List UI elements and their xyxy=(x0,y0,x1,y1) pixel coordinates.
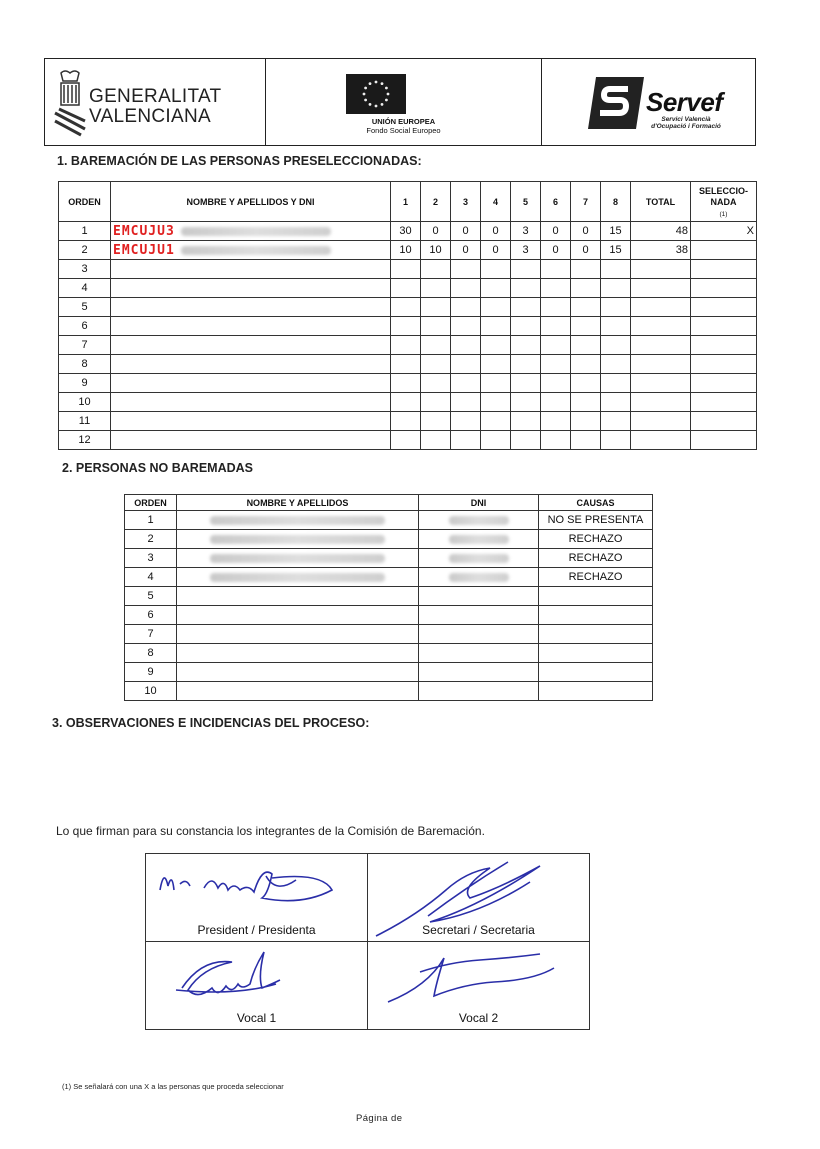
row-score-4 xyxy=(481,355,511,374)
redacted-name-label: EMCUJU3 xyxy=(113,223,175,239)
row-name xyxy=(177,625,419,644)
row-name xyxy=(177,530,419,549)
row-score-5 xyxy=(511,393,541,412)
row-score-5 xyxy=(511,260,541,279)
row-score-2 xyxy=(421,317,451,336)
servef-subtitle: Servici Valencià d'Ocupació i Formació xyxy=(651,116,721,130)
table-row xyxy=(125,663,653,682)
row-seleccionada xyxy=(691,279,757,298)
row-orden: 7 xyxy=(59,336,111,355)
row-score-2 xyxy=(421,412,451,431)
row-score-8 xyxy=(601,374,631,393)
col-7: 7 xyxy=(571,182,601,222)
row-total xyxy=(631,298,691,317)
row-seleccionada xyxy=(691,355,757,374)
col-1: 1 xyxy=(391,182,421,222)
table-row xyxy=(125,530,653,549)
row-score-6 xyxy=(541,431,571,450)
gva-logo-block xyxy=(45,59,265,145)
row-seleccionada xyxy=(691,317,757,336)
redacted-name-label: EMCUJU1 xyxy=(113,242,175,258)
col-orden: ORDEN xyxy=(125,495,177,511)
row-score-4 xyxy=(481,374,511,393)
row-score-8 xyxy=(601,279,631,298)
row-seleccionada xyxy=(691,260,757,279)
row-name xyxy=(111,431,391,450)
row-score-2 xyxy=(421,431,451,450)
row-name xyxy=(111,374,391,393)
row-causa xyxy=(539,663,653,682)
row-name xyxy=(177,606,419,625)
row-score-1 xyxy=(391,412,421,431)
signatures-table xyxy=(145,853,590,1030)
row-score-4 xyxy=(481,431,511,450)
signatures-intro: Lo que firman para su constancia los integrantes de la Comisión de Baremación. xyxy=(56,824,485,838)
table-row xyxy=(125,511,653,530)
table-row xyxy=(125,568,653,587)
row-dni xyxy=(419,644,539,663)
row-causa xyxy=(539,606,653,625)
row-score-2 xyxy=(421,355,451,374)
eu-flag-icon xyxy=(346,74,406,114)
row-score-8 xyxy=(601,431,631,450)
row-name xyxy=(111,336,391,355)
gva-logo-text: GENERALITAT VALENCIANA xyxy=(89,86,222,127)
row-score-8: 15 xyxy=(601,222,631,241)
row-score-7 xyxy=(571,298,601,317)
row-score-1: 30 xyxy=(391,222,421,241)
row-name xyxy=(177,549,419,568)
row-score-5 xyxy=(511,412,541,431)
row-orden: 6 xyxy=(125,606,177,625)
table-row xyxy=(125,549,653,568)
row-total xyxy=(631,431,691,450)
row-score-4 xyxy=(481,298,511,317)
row-name xyxy=(111,260,391,279)
row-name xyxy=(111,298,391,317)
table-row xyxy=(59,222,757,241)
row-total xyxy=(631,279,691,298)
col-6: 6 xyxy=(541,182,571,222)
row-name xyxy=(177,587,419,606)
row-score-4 xyxy=(481,279,511,298)
row-score-7 xyxy=(571,393,601,412)
row-score-3 xyxy=(451,336,481,355)
servef-brand-name: Servef xyxy=(646,87,723,117)
col-total: TOTAL xyxy=(631,182,691,222)
row-score-1 xyxy=(391,393,421,412)
col-nombre: NOMBRE Y APELLIDOS xyxy=(177,495,419,511)
row-causa xyxy=(539,644,653,663)
row-score-3: 0 xyxy=(451,222,481,241)
row-score-2 xyxy=(421,336,451,355)
row-causa: RECHAZO xyxy=(539,568,653,587)
row-score-6 xyxy=(541,374,571,393)
row-seleccionada xyxy=(691,412,757,431)
row-name xyxy=(111,393,391,412)
row-score-7 xyxy=(571,317,601,336)
row-score-2 xyxy=(421,279,451,298)
row-total xyxy=(631,374,691,393)
row-orden: 3 xyxy=(125,549,177,568)
row-score-5 xyxy=(511,431,541,450)
table-row xyxy=(59,260,757,279)
signature-vocal1: Vocal 1 xyxy=(146,942,368,1030)
row-score-8 xyxy=(601,298,631,317)
row-name xyxy=(111,222,391,241)
no-baremadas-table xyxy=(124,494,653,701)
blurred-dni xyxy=(449,516,509,525)
row-seleccionada xyxy=(691,374,757,393)
row-dni xyxy=(419,587,539,606)
row-score-3 xyxy=(451,279,481,298)
row-score-1 xyxy=(391,431,421,450)
row-orden: 5 xyxy=(125,587,177,606)
row-score-3 xyxy=(451,298,481,317)
row-orden: 10 xyxy=(125,682,177,701)
blurred-name xyxy=(181,246,331,255)
row-score-3 xyxy=(451,412,481,431)
row-score-7 xyxy=(571,431,601,450)
table-row xyxy=(125,625,653,644)
blurred-name xyxy=(210,554,385,563)
blurred-name xyxy=(210,573,385,582)
row-seleccionada xyxy=(691,241,757,260)
row-orden: 9 xyxy=(125,663,177,682)
row-score-1 xyxy=(391,260,421,279)
row-score-3 xyxy=(451,393,481,412)
row-score-8 xyxy=(601,393,631,412)
row-score-8 xyxy=(601,260,631,279)
row-score-8 xyxy=(601,336,631,355)
row-causa xyxy=(539,587,653,606)
row-causa: RECHAZO xyxy=(539,549,653,568)
row-orden: 4 xyxy=(125,568,177,587)
col-seleccionada: SELECCIO-NADA (1) xyxy=(691,182,757,222)
table-row xyxy=(59,412,757,431)
row-seleccionada xyxy=(691,431,757,450)
row-dni xyxy=(419,511,539,530)
row-orden: 1 xyxy=(59,222,111,241)
row-score-1 xyxy=(391,279,421,298)
table-row xyxy=(59,241,757,260)
row-score-2: 0 xyxy=(421,222,451,241)
row-score-5 xyxy=(511,317,541,336)
row-score-6 xyxy=(541,355,571,374)
row-total xyxy=(631,336,691,355)
row-score-1 xyxy=(391,355,421,374)
row-score-6: 0 xyxy=(541,241,571,260)
col-5: 5 xyxy=(511,182,541,222)
table-row xyxy=(59,393,757,412)
row-total xyxy=(631,355,691,374)
row-score-4 xyxy=(481,260,511,279)
blurred-name xyxy=(181,227,331,236)
row-score-3 xyxy=(451,317,481,336)
table-row xyxy=(125,587,653,606)
row-name xyxy=(111,279,391,298)
col-nombre: NOMBRE Y APELLIDOS Y DNI xyxy=(111,182,391,222)
table-row xyxy=(59,355,757,374)
row-score-6 xyxy=(541,336,571,355)
table-row xyxy=(125,606,653,625)
servef-logo-block xyxy=(541,59,755,145)
row-score-2 xyxy=(421,374,451,393)
row-orden: 5 xyxy=(59,298,111,317)
row-score-7: 0 xyxy=(571,241,601,260)
col-3: 3 xyxy=(451,182,481,222)
row-score-6 xyxy=(541,298,571,317)
row-score-4: 0 xyxy=(481,241,511,260)
row-orden: 3 xyxy=(59,260,111,279)
row-score-4 xyxy=(481,412,511,431)
blurred-name xyxy=(210,535,385,544)
row-score-6 xyxy=(541,260,571,279)
row-total: 48 xyxy=(631,222,691,241)
row-orden: 9 xyxy=(59,374,111,393)
row-score-6: 0 xyxy=(541,222,571,241)
row-dni xyxy=(419,606,539,625)
row-name xyxy=(177,568,419,587)
row-seleccionada: X xyxy=(691,222,757,241)
row-score-2 xyxy=(421,298,451,317)
row-seleccionada xyxy=(691,298,757,317)
row-score-4 xyxy=(481,336,511,355)
row-score-8 xyxy=(601,317,631,336)
row-orden: 1 xyxy=(125,511,177,530)
row-seleccionada xyxy=(691,336,757,355)
row-name xyxy=(177,682,419,701)
row-dni xyxy=(419,625,539,644)
row-score-3 xyxy=(451,431,481,450)
row-name xyxy=(177,644,419,663)
signature-president: President / Presidenta xyxy=(146,854,368,942)
row-score-7 xyxy=(571,374,601,393)
signature-vocal2: Vocal 2 xyxy=(368,942,590,1030)
row-score-2: 10 xyxy=(421,241,451,260)
row-score-5 xyxy=(511,279,541,298)
row-orden: 2 xyxy=(59,241,111,260)
row-score-1 xyxy=(391,298,421,317)
row-score-4 xyxy=(481,317,511,336)
row-score-1 xyxy=(391,317,421,336)
document-header xyxy=(44,58,756,146)
table-row xyxy=(59,298,757,317)
col-causas: CAUSAS xyxy=(539,495,653,511)
row-orden: 12 xyxy=(59,431,111,450)
row-score-5 xyxy=(511,336,541,355)
row-causa xyxy=(539,682,653,701)
blurred-name xyxy=(210,516,385,525)
row-orden: 2 xyxy=(125,530,177,549)
page-number: Página de xyxy=(356,1113,403,1124)
col-8: 8 xyxy=(601,182,631,222)
row-score-6 xyxy=(541,393,571,412)
row-score-6 xyxy=(541,412,571,431)
row-causa: NO SE PRESENTA xyxy=(539,511,653,530)
row-total xyxy=(631,412,691,431)
table-row xyxy=(59,279,757,298)
row-score-4 xyxy=(481,393,511,412)
blurred-dni xyxy=(449,535,509,544)
row-score-3: 0 xyxy=(451,241,481,260)
row-orden: 4 xyxy=(59,279,111,298)
section3-title: 3. OBSERVACIONES E INCIDENCIAS DEL PROCESO: xyxy=(52,716,370,730)
row-score-8: 15 xyxy=(601,241,631,260)
table-row xyxy=(59,374,757,393)
section2-title: 2. PERSONAS NO BAREMADAS xyxy=(62,461,253,475)
row-score-5 xyxy=(511,374,541,393)
table-row xyxy=(59,317,757,336)
row-score-7 xyxy=(571,355,601,374)
row-dni xyxy=(419,663,539,682)
row-total: 38 xyxy=(631,241,691,260)
row-score-2 xyxy=(421,393,451,412)
col-4: 4 xyxy=(481,182,511,222)
row-score-3 xyxy=(451,260,481,279)
eu-logo-text: UNIÓN EUROPEA Fondo Social Europeo xyxy=(366,117,441,135)
signature-secretary: Secretari / Secretaria xyxy=(368,854,590,942)
section1-title: 1. BAREMACIÓN DE LAS PERSONAS PRESELECCIONADAS: xyxy=(57,154,422,168)
row-score-7 xyxy=(571,412,601,431)
row-orden: 11 xyxy=(59,412,111,431)
row-name xyxy=(111,355,391,374)
row-causa: RECHAZO xyxy=(539,530,653,549)
row-causa xyxy=(539,625,653,644)
row-dni xyxy=(419,568,539,587)
row-dni xyxy=(419,530,539,549)
table-row xyxy=(59,431,757,450)
row-name xyxy=(111,241,391,260)
row-score-7 xyxy=(571,336,601,355)
blurred-dni xyxy=(449,554,509,563)
row-score-6 xyxy=(541,317,571,336)
table-row xyxy=(59,336,757,355)
row-score-2 xyxy=(421,260,451,279)
blurred-dni xyxy=(449,573,509,582)
row-seleccionada xyxy=(691,393,757,412)
row-orden: 8 xyxy=(59,355,111,374)
row-score-8 xyxy=(601,355,631,374)
row-total xyxy=(631,260,691,279)
row-score-4: 0 xyxy=(481,222,511,241)
row-score-6 xyxy=(541,279,571,298)
row-name xyxy=(111,317,391,336)
row-orden: 6 xyxy=(59,317,111,336)
row-score-3 xyxy=(451,355,481,374)
row-score-7 xyxy=(571,260,601,279)
row-score-7: 0 xyxy=(571,222,601,241)
row-dni xyxy=(419,682,539,701)
row-score-3 xyxy=(451,374,481,393)
row-name xyxy=(177,663,419,682)
row-dni xyxy=(419,549,539,568)
baremacion-table xyxy=(58,181,757,450)
row-name xyxy=(177,511,419,530)
row-orden: 10 xyxy=(59,393,111,412)
row-orden: 8 xyxy=(125,644,177,663)
row-score-1 xyxy=(391,374,421,393)
servef-s-icon xyxy=(588,77,644,129)
row-total xyxy=(631,317,691,336)
row-score-5 xyxy=(511,298,541,317)
table-row xyxy=(125,644,653,663)
col-dni: DNI xyxy=(419,495,539,511)
row-score-1 xyxy=(391,336,421,355)
row-score-1: 10 xyxy=(391,241,421,260)
footnote: (1) Se señalará con una X a las personas que proceda seleccionar xyxy=(62,1082,284,1091)
gva-crest-icon xyxy=(53,69,87,137)
table-row xyxy=(125,682,653,701)
row-score-5: 3 xyxy=(511,241,541,260)
row-score-7 xyxy=(571,279,601,298)
row-total xyxy=(631,393,691,412)
row-name xyxy=(111,412,391,431)
col-2: 2 xyxy=(421,182,451,222)
row-score-8 xyxy=(601,412,631,431)
row-score-5: 3 xyxy=(511,222,541,241)
col-orden: ORDEN xyxy=(59,182,111,222)
eu-logo-block xyxy=(265,59,541,145)
row-orden: 7 xyxy=(125,625,177,644)
row-score-5 xyxy=(511,355,541,374)
